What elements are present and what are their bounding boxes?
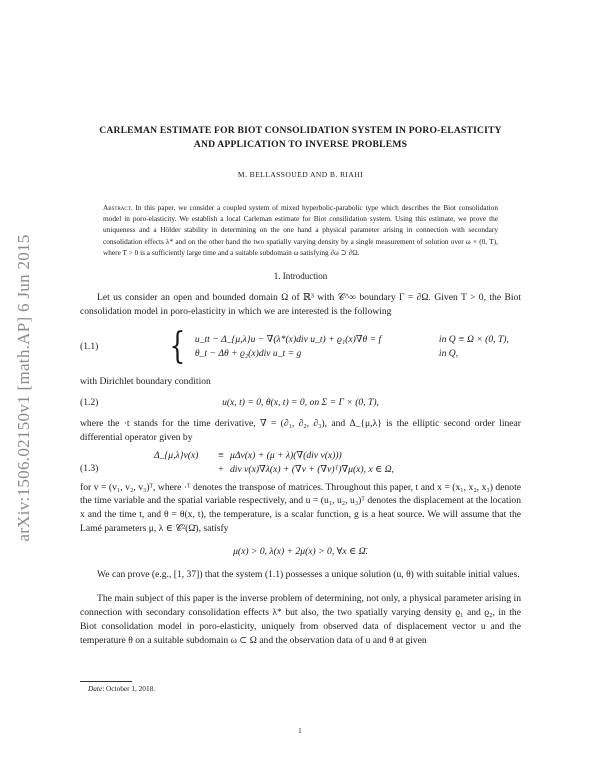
title-line-2: AND APPLICATION TO INVERSE PROBLEMS <box>193 139 408 151</box>
equation-number: (1.2) <box>80 397 99 409</box>
equation-1-2 <box>80 396 521 410</box>
eq3-plus: + <box>218 463 224 475</box>
equation-number: (1.3) <box>80 462 99 474</box>
abstract-text: In this paper, we consider a coupled system of mixed hyperbolic-parabolic type which describes the Biot consolidation model in poro-elasticity. We establish a local Carleman estimate for Biot consilidation system. Using this estimate, we prove the uniqueness and a Hölder stability in determining on the one hand a physical parameter arising in connection with secondary consolidation effects λ* and on the other hand the two spatially varying density by a single measurement of solution over ω × (0, T), where T > 0 is a sufficiently large time and a suitable subdomain ω satisfying ∂ω ⊃ ∂Ω. <box>103 202 498 257</box>
eq3-lhs-empty <box>154 463 212 477</box>
paragraph-2: with Dirichlet boundary condition <box>80 376 211 388</box>
footnote-date <box>88 684 155 693</box>
abstract <box>103 202 498 258</box>
page-number: 1 <box>298 726 302 735</box>
eq1-row2-left: θ_t − Δθ + ϱ₂(x)div u_t = g <box>194 348 302 360</box>
authors: M. BELLASSOUED AND B. RIAHI <box>237 169 364 179</box>
equation-1-3 <box>80 449 521 477</box>
eq3-lhs: Δ_{μ,λ}v(x) <box>154 449 199 461</box>
paper-page <box>80 124 521 648</box>
left-brace: { <box>169 326 186 368</box>
eq1-row2-right: in Q, <box>438 348 459 360</box>
date-value: : October 1, 2018. <box>102 684 156 693</box>
section-heading: 1. Introduction <box>273 271 328 282</box>
abstract-label: Abstract. <box>103 202 133 212</box>
date-label: Date <box>88 684 103 693</box>
equation-number: (1.1) <box>80 341 99 353</box>
arxiv-identifier: arXiv:1506.02150v1 [math.AP] 6 Jun 2015 <box>14 234 33 542</box>
title-line-1: CARLEMAN ESTIMATE FOR BIOT CONSOLIDATION SYSTEM IN PORO-ELASTICITY <box>99 125 502 136</box>
paper-title <box>80 124 521 153</box>
eq1-row1-left: u_tt − Δ_{μ,λ}u − ∇(λ*(x)div u_t) + ϱ₁(x)∇θ = f <box>194 334 382 346</box>
paragraph-5: We can prove (e.g., [1, 37]) that the system (1.1) possesses a unique solution (u, θ) with suitable initial values. <box>97 569 520 581</box>
equation-lame <box>80 545 521 559</box>
equation-body: μ(x) > 0, λ(x) + 2μ(x) > 0, ∀x ∈ Ω̄. <box>233 546 368 558</box>
eq1-row1-right: in Q ≡ Ω × (0, T), <box>438 334 509 346</box>
eq3-rhs-2: div v(x)∇λ(x) + (∇v + (∇v)ᵀ)∇μ(x), x ∈ Ω, <box>230 463 394 475</box>
equation-1-1 <box>80 326 521 368</box>
paragraph-4: for v = (v₁, v₂, v₃)ᵀ, where ·ᵀ denotes the transpose of matrices. Throughout this paper, t and x = (x₁, x₂, x₃) denote the time variable and the spatial variable respectively, and u = (u₁, u₂, u₃)ᵀ denotes the displacement at the location x and the time t, and θ = θ(x, t), the temperature, is a scalar function, g is a heat source. We will assume that the Lamé parameters μ, λ ∈ 𝒞²(Ω̄), satisfy <box>80 481 521 535</box>
equation-body: u(x, t) = 0, θ(x, t) = 0, on Σ = Γ × (0, T), <box>222 397 379 409</box>
eq3-rhs-1: μΔv(x) + (μ + λ)(∇(div v(x))) <box>230 449 342 461</box>
eq3-equiv: ≡ <box>218 449 224 461</box>
paragraph-6: The main subject of this paper is the inverse problem of determining, not only, a physical parameter arising in connection with secondary consolidation effects λ* but also, the two spatially varying density ϱ₁ and ϱ₂, in the Biot consolidation model in poro-elasticity, uniquely from observed data of displacement vector u and the temperature θ on a suitable subdomain ω ⊂ Ω and the observation data of u and θ at given <box>80 593 521 646</box>
paragraph-3: where the ·t stands for the time derivative, ∇ = (∂₁, ∂₂, ∂₃), and Δ_{μ,λ} is the elliptic second order linear differential operator given by <box>80 417 521 443</box>
footnote-rule <box>80 681 132 682</box>
paragraph-1: Let us consider an open and bounded domain Ω of ℝ³ with 𝒞^∞ boundary Γ = ∂Ω. Given T > 0, the Biot consolidation model in poro-elasticity in which we are interested is the following <box>80 292 521 318</box>
